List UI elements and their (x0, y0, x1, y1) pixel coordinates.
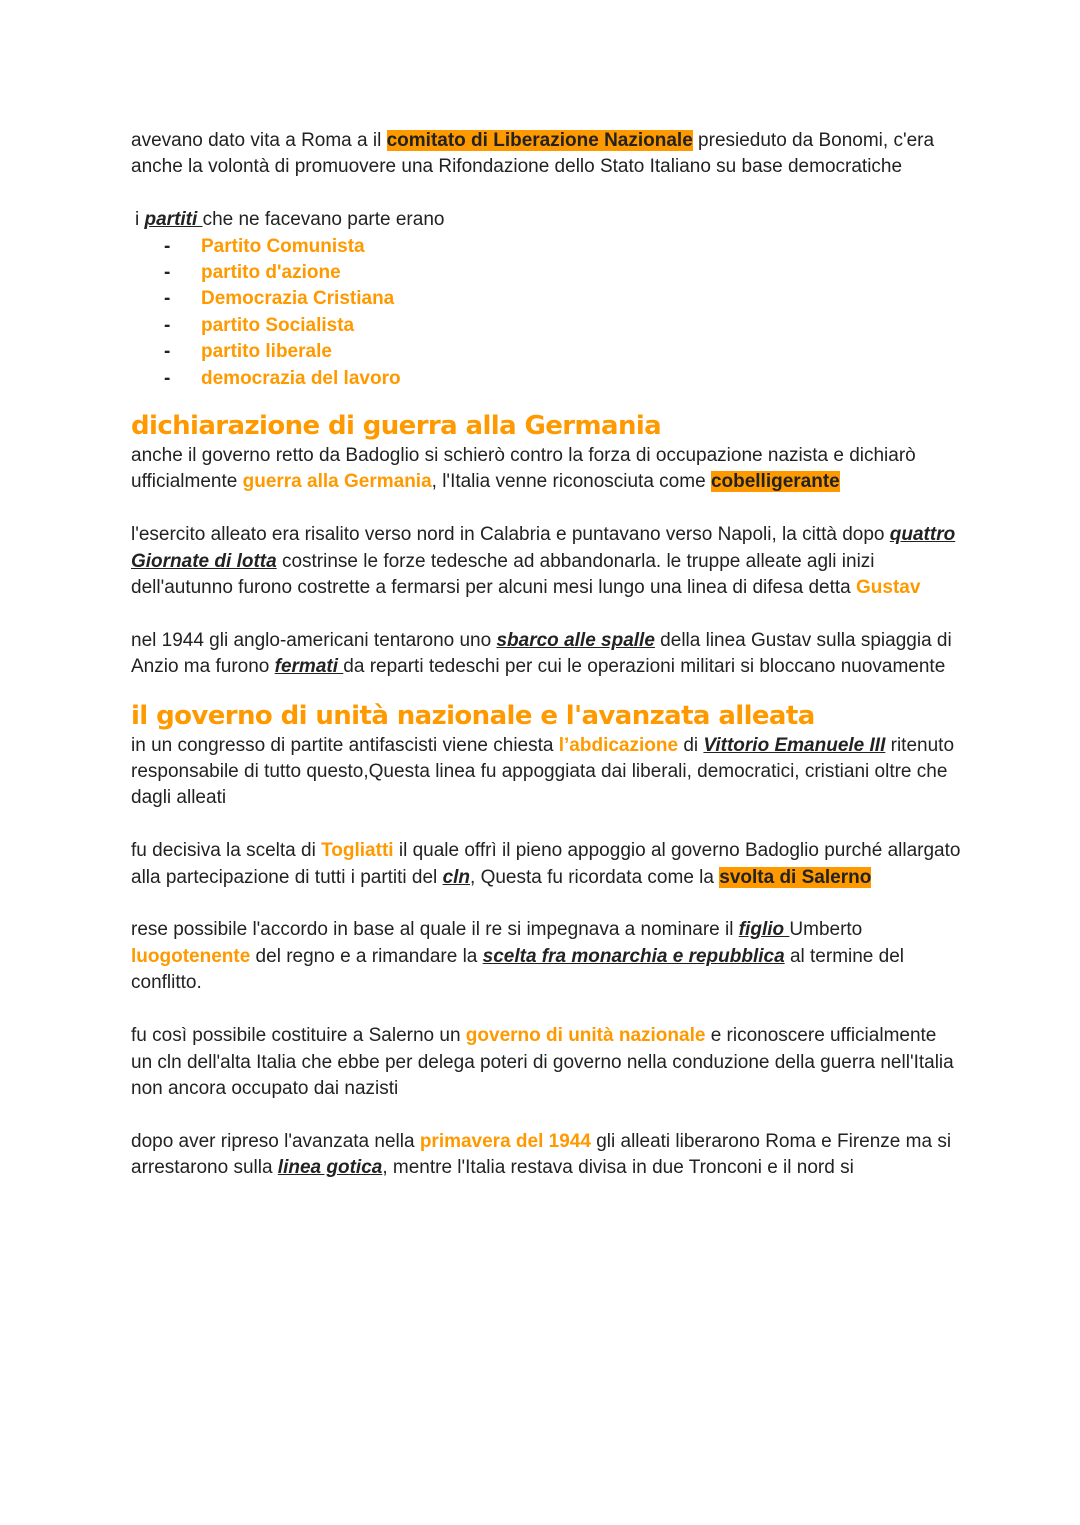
paragraph-cln (131, 128, 961, 181)
list-item (164, 286, 961, 312)
list-item (164, 339, 961, 365)
party-name: democrazia del lavoro (201, 367, 401, 389)
paragraph-partiti (131, 207, 961, 233)
text: ritenuto responsabile di tutto questo,Questa linea fu appoggiata dai liberali, democratici, cristiani oltre che dagli alleati (131, 734, 955, 809)
text: da reparti tedeschi per cui le operazioni militari si bloccano nuovamente (343, 656, 946, 678)
bullet-dash: - (164, 262, 171, 284)
emphasis-text: quattro Giornate di lotta (131, 524, 956, 572)
text: di (678, 734, 704, 756)
text: , l'Italia venne riconosciuta come (431, 471, 711, 493)
accent-text: Togliatti (321, 840, 394, 862)
text: l'esercito alleato era risalito verso nord in Calabria e puntavano verso Napoli, la città dopo (131, 524, 890, 546)
text: che ne facevano parte erano (202, 209, 445, 231)
bullet-dash: - (164, 314, 171, 336)
page-content (131, 128, 961, 1182)
accent-text: Gustav (856, 577, 921, 599)
emphasis-text: Vittorio Emanuele III (703, 734, 886, 756)
highlight-cln: comitato di Liberazione Nazionale (386, 130, 693, 151)
text: e riconoscere ufficialmente un cln dell'alta Italia che ebbe per delega poteri di governo nella conduzione della guerra nell'Italia non ancora occupato dai nazisti (131, 1025, 954, 1099)
list-item (164, 366, 961, 392)
highlight-text: svolta di Salerno (719, 866, 872, 888)
party-name: Democrazia Cristiana (201, 288, 395, 310)
party-name: Partito Comunista (201, 235, 365, 257)
section-heading: il governo di unità nazionale e l'avanzata alleata (131, 700, 815, 731)
text: avevano dato vita a Roma a il (131, 130, 387, 151)
party-list (131, 234, 961, 392)
emphasis-text: scelta fra monarchia e repubblica (482, 945, 785, 967)
text: fu così possibile costituire a Salerno un (131, 1025, 466, 1047)
accent-text: primavera del 1944 (419, 1130, 591, 1152)
text: Umberto (789, 919, 863, 941)
emphasis-text: cln (442, 866, 471, 888)
accent-text: governo di unità nazionale (465, 1025, 706, 1047)
bullet-dash: - (164, 288, 171, 310)
emphasis-text: figlio (738, 919, 790, 941)
text: della linea Gustav sulla spiaggia di Anzio ma furono (131, 629, 952, 678)
party-name: partito d'azione (201, 262, 341, 284)
text: costrinse le forze tedesche ad abbandonarla. le truppe alleate agli inizi dell'autunno furono costrette a fermarsi per alcuni mesi lungo una linea di difesa detta (131, 550, 875, 599)
paragraph (131, 733, 961, 812)
emphasis-partiti: partiti (144, 209, 203, 231)
text: anche il governo retto da Badoglio si schierò contro la forza di occupazione nazista e dichiarò ufficialmente (131, 445, 916, 493)
paragraph (131, 917, 961, 996)
text: rese possibile l'accordo in base al quale il re si impegnava a nominare il (131, 919, 739, 941)
emphasis-text: fermati (274, 656, 344, 678)
bullet-dash: - (164, 235, 171, 257)
text: , Questa fu ricordata come la (470, 866, 720, 888)
list-item (164, 260, 961, 286)
text: al termine del conflitto. (131, 945, 905, 994)
highlight-text: cobelligerante (710, 471, 840, 493)
list-item (164, 234, 961, 260)
text: il quale offrì il pieno appoggio al governo Badoglio purché allargato alla partecipazione di tutti i partiti del (131, 840, 961, 888)
bullet-dash: - (164, 341, 171, 363)
text: nel 1944 gli anglo-americani tentarono uno (131, 629, 497, 651)
emphasis-text: sbarco alle spalle (496, 629, 655, 651)
text: i (135, 209, 145, 231)
section-heading: dichiarazione di guerra alla Germania (131, 411, 662, 442)
text: gli alleati liberarono Roma e Firenze ma si arrestarono sulla (131, 1130, 952, 1179)
text: in un congresso di partite antifascisti viene chiesta (131, 734, 559, 756)
paragraph (131, 628, 961, 681)
accent-text: l’abdicazione (558, 734, 679, 756)
party-name: partito Socialista (201, 314, 355, 336)
accent-text: guerra alla Germania (242, 471, 432, 493)
text: presieduto da Bonomi, c'era anche la volontà di promuovere una Rifondazione dello Stato Italiano su base democratiche (131, 130, 935, 178)
paragraph (131, 1129, 961, 1182)
bullet-dash: - (164, 367, 171, 389)
paragraph (131, 1023, 961, 1102)
paragraph (131, 838, 961, 891)
paragraph (131, 522, 961, 601)
text: del regno e a rimandare la (250, 945, 483, 967)
list-item (164, 313, 961, 339)
text: , mentre l'Italia restava divisa in due Tronconi e il nord si (382, 1157, 854, 1179)
emphasis-text: linea gotica (277, 1157, 383, 1179)
text: fu decisiva la scelta di (131, 840, 322, 862)
accent-text: luogotenente (131, 945, 251, 967)
paragraph (131, 443, 961, 496)
text: dopo aver ripreso l'avanzata nella (131, 1130, 420, 1152)
party-name: partito liberale (201, 341, 332, 363)
